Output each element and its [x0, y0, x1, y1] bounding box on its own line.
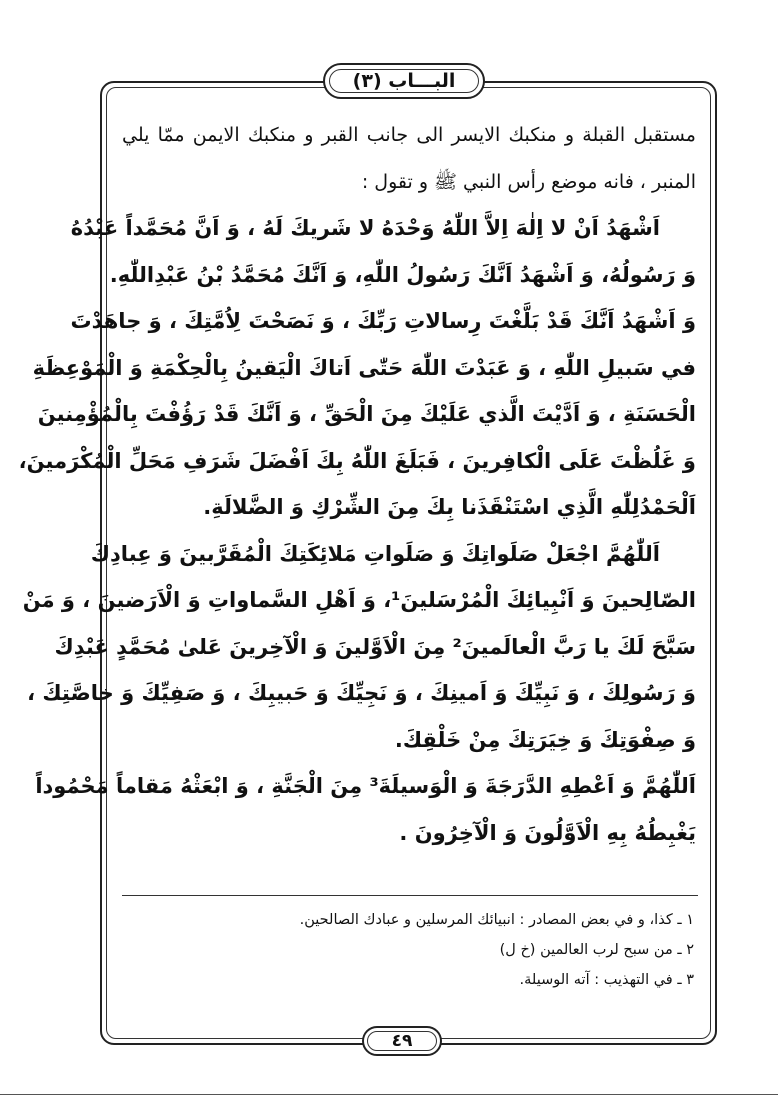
page-number-tab	[362, 1026, 442, 1056]
footnote-separator	[122, 895, 698, 896]
text-line: اَللّٰهُمَّ وَ اَعْطِهِ الدَّرَجَةَ وَ الْوَسيلَةَ³ مِنَ الْجَنَّةِ ، وَ ابْعَثْهُ مَقاماً مَحْمُوداً	[35, 774, 696, 798]
text-line: الْحَسَنَةِ ، وَ اَدَّيْتَ الَّذي عَلَيْكَ مِنَ الْحَقِّ ، وَ اَنَّكَ قَدْ رَؤُفْتَ بِالْمُؤْمِنينَ	[37, 402, 696, 426]
text-line: وَ رَسُولُهُ، وَ اَشْهَدُ اَنَّكَ رَسُولُ اللّٰهِ، وَ اَنَّكَ مُحَمَّدُ بْنُ عَبْدِاللّٰهِ.	[109, 262, 696, 287]
text-line: وَ صِفْوَتِكَ وَ خِيَرَتِكَ مِنْ خَلْقِكَ.	[394, 727, 696, 752]
text-line: وَ رَسُولِكَ ، وَ نَبِيِّكَ وَ اَمينِكَ ، وَ نَجِيِّكَ وَ حَبيبِكَ ، وَ صَفِيِّكَ وَ خاصَّتِكَ ،	[27, 681, 696, 705]
chapter-title-tab	[323, 63, 485, 99]
text-line: اَللّٰهُمَّ اجْعَلْ صَلَواتِكَ وَ صَلَواتِ مَلائِكَتِكَ الْمُقَرَّبينَ وَ عِبادِكَ	[90, 541, 660, 566]
footnote-3: ٣ ـ في التهذيب : آته الوسيلة.	[519, 972, 694, 988]
footnote-1: ١ ـ كذا، و في بعض المصادر : انبيائك المرسلين و عبادك الصالحين.	[299, 912, 694, 928]
text-line: مستقبل القبلة و منكبك الايسر الى جانب القبر و منكبك الايمن ممّا يلي	[122, 124, 696, 146]
text-line: في سَبيلِ اللّٰهِ ، وَ عَبَدْتَ اللّٰهَ حَتّٰى اَتاكَ الْيَقينُ بِالْحِكْمَةِ وَ الْمَوْعِظَةِ	[32, 355, 696, 380]
text-line: اَلْحَمْدُلِلّٰهِ الَّذِي اسْتَنْقَذَنا بِكَ مِنَ الشِّرْكِ وَ الضَّلالَةِ.	[203, 495, 696, 519]
text-line: يَغْبِطُهُ بِهِ الْاَوَّلُونَ وَ الْآخِرُونَ .	[399, 820, 696, 845]
footnotes	[122, 905, 694, 995]
bottom-rule	[0, 1094, 778, 1095]
text-line: وَ اَشْهَدُ اَنَّكَ قَدْ بَلَّغْتَ رِسالاتِ رَبِّكَ ، وَ نَصَحْتَ لِاُمَّتِكَ ، وَ جاهَدْتَ	[70, 309, 696, 333]
text-line: الصّالِحينَ وَ اَنْبِيائِكَ الْمُرْسَلينَ¹، وَ اَهْلِ السَّماواتِ وَ الْاَرَضينَ ، وَ مَنْ	[22, 588, 696, 612]
text-line: سَبَّحَ لَكَ يا رَبَّ الْعالَمينَ² مِنَ الْاَوَّلينَ وَ الْآخِرينَ عَلىٰ مُحَمَّدٍ عَبْدِكَ	[54, 634, 696, 659]
text-line: اَشْهَدُ اَنْ لا اِلٰهَ اِلاَّ اللّٰهُ وَحْدَهُ لا شَريكَ لَهُ ، وَ اَنَّ مُحَمَّداً عَبْدُهُ	[70, 216, 660, 240]
text-line: وَ غَلُظْتَ عَلَى الْكافِرينَ ، فَبَلَغَ اللّٰهُ بِكَ اَفْضَلَ شَرَفِ مَحَلِّ الْمُكْرَمينَ،	[18, 448, 696, 473]
text-line: المنبر ، فانه موضع رأس النبي ﷺ و تقول :	[361, 170, 696, 193]
main-text	[18, 112, 696, 856]
page-number: ٤٩	[391, 1031, 413, 1051]
footnote-2: ٢ ـ من سبح لرب العالمين (خ ل)	[499, 942, 694, 958]
chapter-title: البـــاب (٣)	[352, 70, 456, 92]
